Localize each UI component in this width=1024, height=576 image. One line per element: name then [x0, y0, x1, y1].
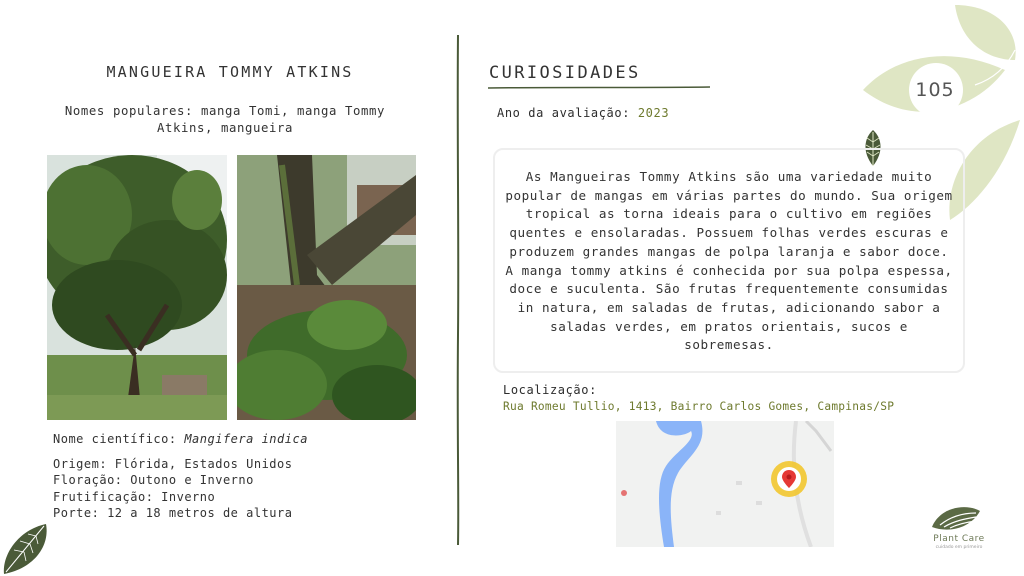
location-map[interactable] — [616, 421, 834, 547]
tree-photo-trunk — [237, 155, 416, 420]
scientific-name-value: Mangifera indica — [184, 432, 308, 446]
location-address: Rua Romeu Tullio, 1413, Bairro Carlos Gomes, Campinas/SP — [503, 400, 895, 413]
popular-names: Nomes populares: manga Tomi, manga Tommy Atkins, mangueira — [64, 104, 386, 135]
leaf-icon-bottom-left — [0, 520, 50, 576]
page-number: 105 — [915, 79, 955, 101]
location-label: Localização: — [503, 383, 597, 397]
title-underline — [488, 86, 710, 89]
flowering-line: Floração: Outono e Inverno — [53, 473, 254, 487]
brand-tagline: cuidado em primeiro — [935, 545, 983, 550]
evaluation-year-value: 2023 — [637, 106, 670, 120]
description-text: As Mangueiras Tommy Atkins são uma variedade muito popular de mangas em várias partes do mundo. Sua origem tropical as torna ideais para o cultivo em regiões quentes e ensolaradas. Possuem folhas verdes escuras e produzem grandes mangas de polpa laranja e sabor doce. A manga tommy atkins é conhecida por sua polpa espessa, doce e suculenta. São frutas frequentemente consumidas in natura, em saladas de frutas, adicionando sabor a saladas verdes, em pratos orientais, sucos e sobremesas. — [505, 169, 953, 353]
scientific-name-line — [53, 432, 308, 446]
map-pin-icon — [782, 470, 796, 488]
fruiting-line: Frutificação: Inverno — [53, 490, 216, 504]
origin-line: Origem: Flórida, Estados Unidos — [53, 457, 293, 471]
size-line: Porte: 12 a 18 metros de altura — [53, 506, 293, 520]
evaluation-year-label: Ano da avaliação: — [497, 106, 631, 120]
evaluation-year — [497, 106, 669, 120]
section-title: CURIOSIDADES — [489, 63, 641, 83]
tree-photo-canopy — [47, 155, 227, 420]
plant-care-logo-icon — [930, 503, 982, 533]
brand-name: Plant Care — [933, 534, 985, 544]
column-divider — [456, 35, 460, 545]
tree-name-title: MANGUEIRA TOMMY ATKINS — [106, 63, 354, 81]
scientific-name-label: Nome científico: — [53, 432, 177, 446]
